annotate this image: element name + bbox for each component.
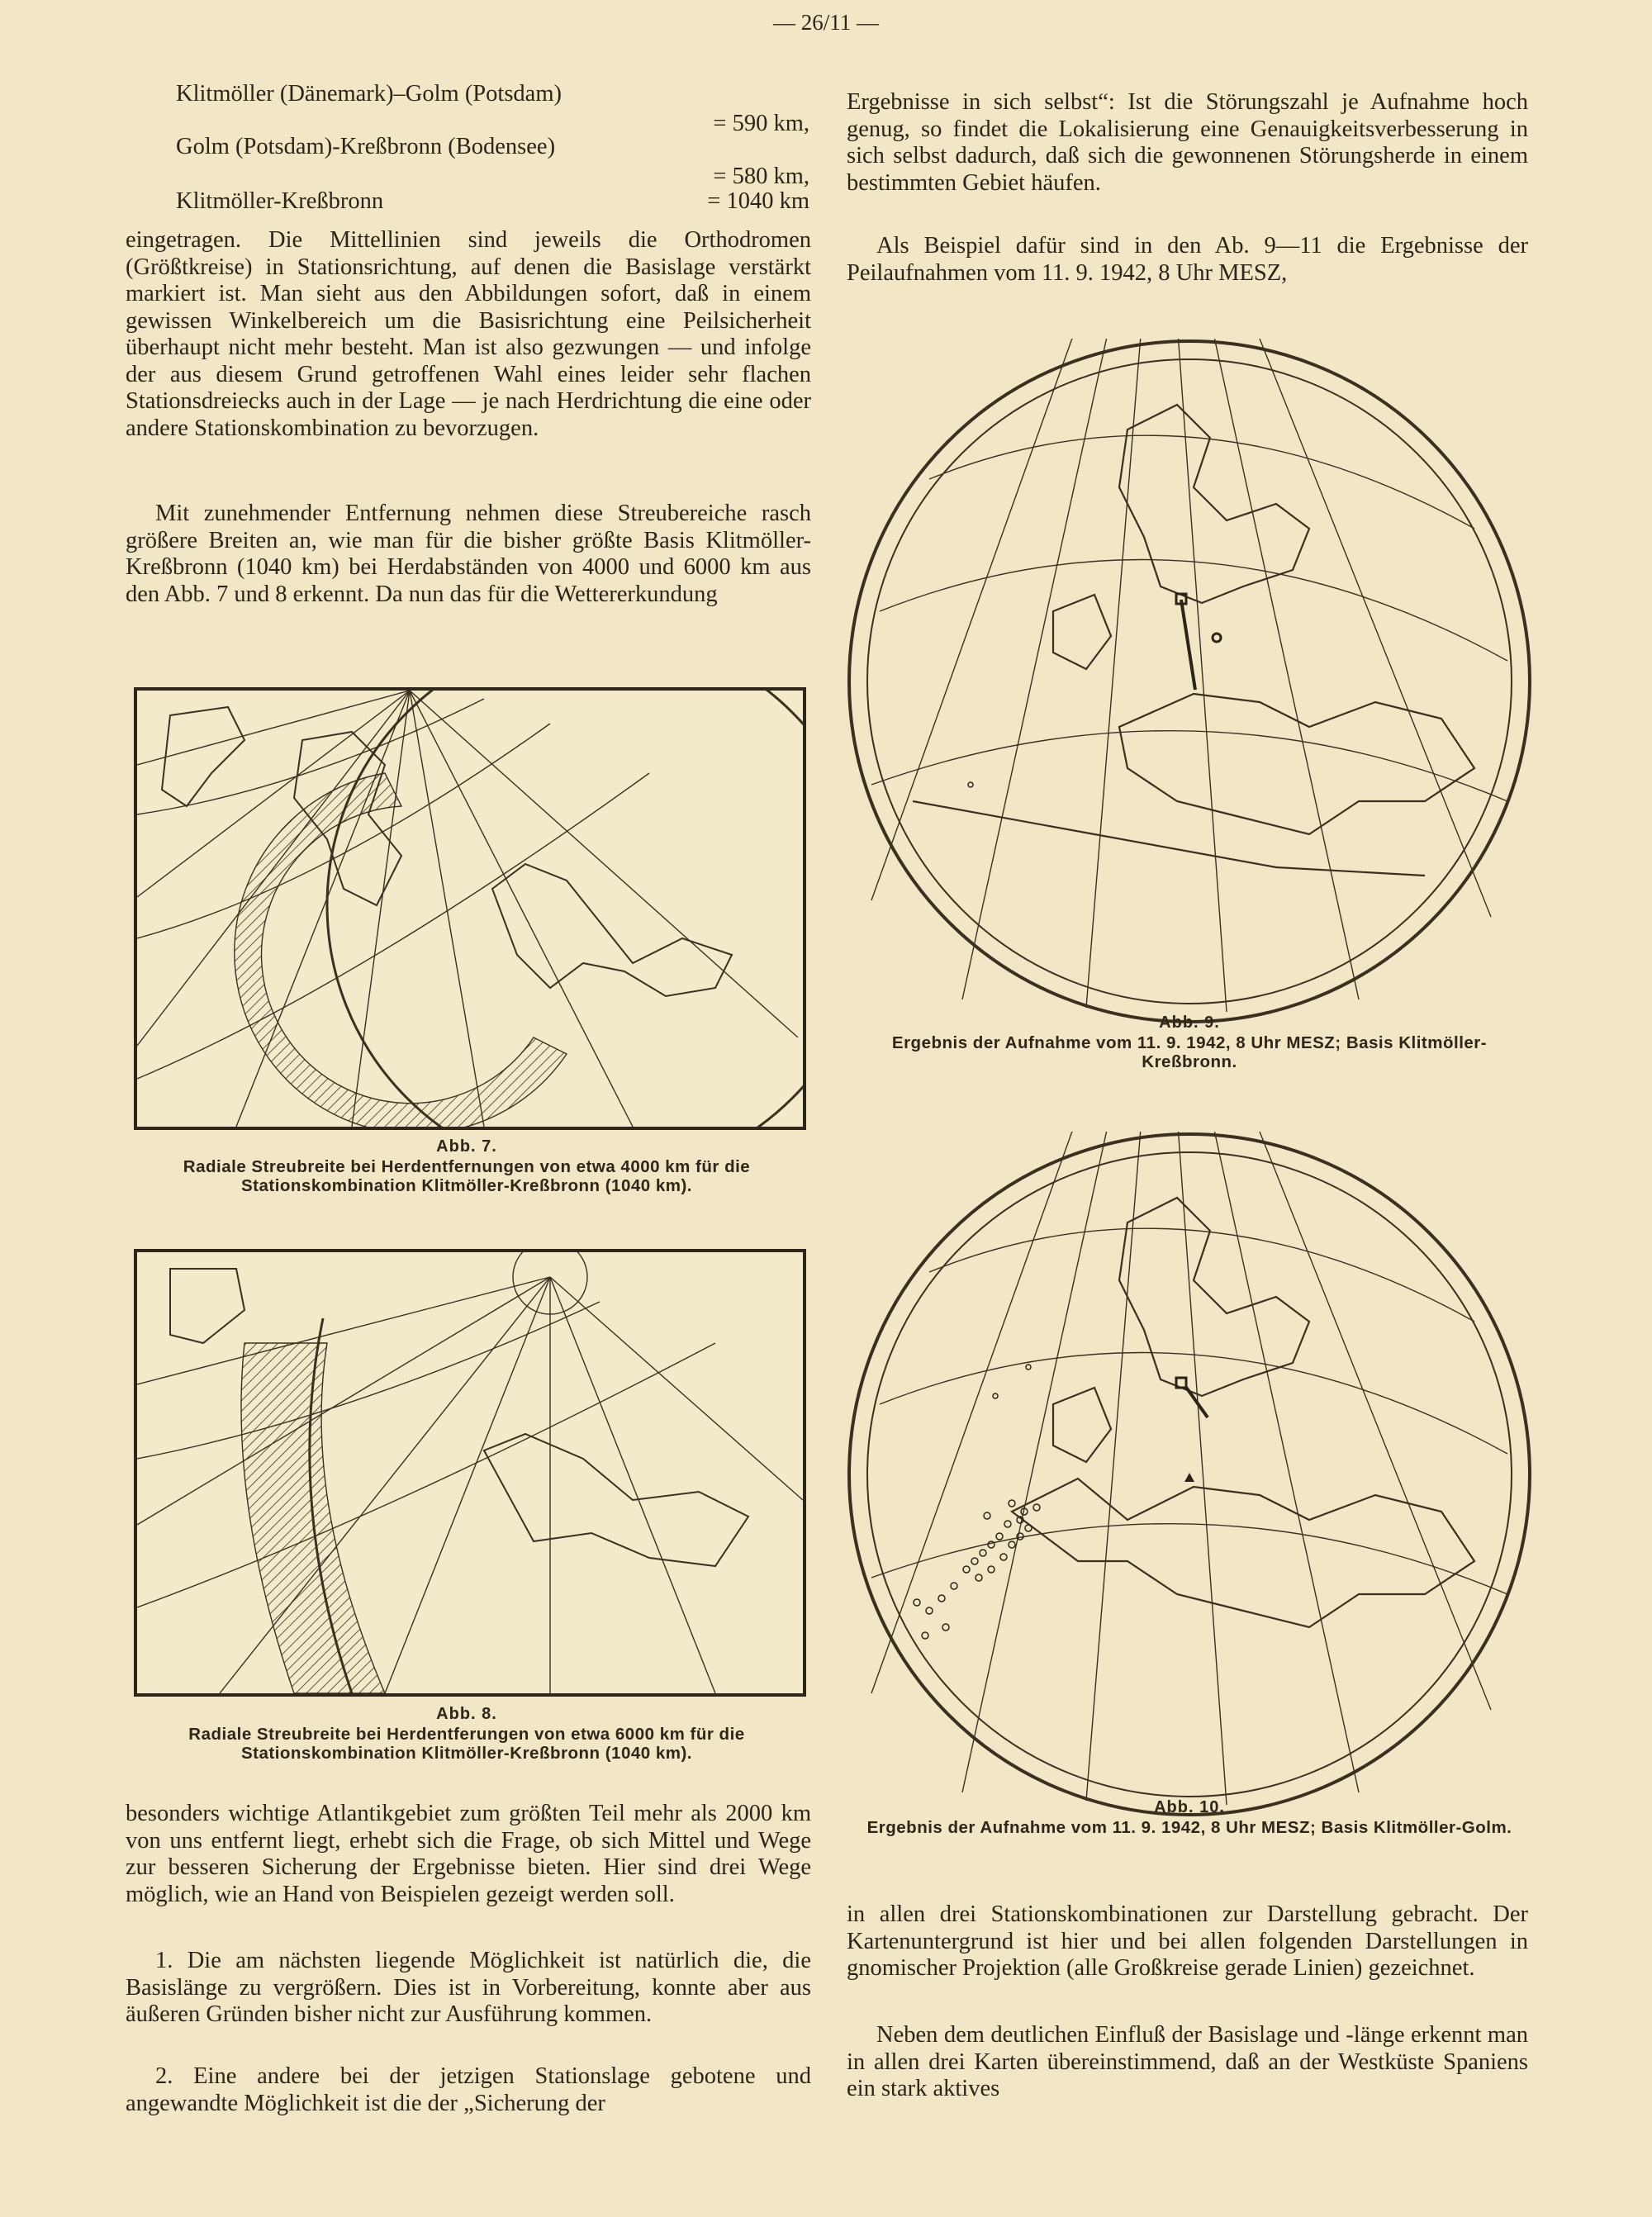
right-paragraph-1: Ergebnisse in sich selbst“: Ist die Störungszahl je Aufnahme hoch genug, so findet die Lokalisierung eine Genauigkeitsverbesserung in sich selbst dadurch, daß sich die gewonnenen Störungsherde in einem bestimmten Gebiet häufen. bbox=[847, 89, 1528, 196]
distance-value-1: = 590 km, bbox=[713, 111, 809, 136]
left-paragraph-5: 2. Eine andere bei der jetzigen Stationslage gebotene und angewandte Möglichkeit ist die der „Sicherung der bbox=[126, 2063, 811, 2116]
figure-7-map-drawing bbox=[137, 691, 803, 1127]
storm-cluster bbox=[914, 1365, 1040, 1639]
right-paragraph-4: Neben dem deutlichen Einfluß der Basislage und -länge erkennt man in allen drei Karten übereinstimmend, daß an der Westküste Spaniens ein stark aktives bbox=[847, 2022, 1528, 2101]
figure-8-description: Radiale Streubreite bei Herdentferungen von etwa 6000 km für die Stationskombination Klitmöller-Kreßbronn (1040 km). bbox=[188, 1725, 745, 1763]
distance-value-3: = 1040 km bbox=[707, 188, 809, 214]
figure-10-title: Abb. 10. bbox=[1154, 1798, 1225, 1816]
figure-8-map-drawing bbox=[137, 1252, 803, 1693]
figure-7-map bbox=[134, 687, 806, 1130]
figure-7-description: Radiale Streubreite bei Herdentfernungen von etwa 4000 km für die Stationskombination Klitmöller-Kreßbronn (1040 km). bbox=[183, 1157, 751, 1195]
figure-9-map-drawing bbox=[847, 339, 1532, 1024]
left-paragraph-2: Mit zunehmender Entfernung nehmen diese Streubereiche rasch größere Breiten an, wie man für die bisher größte Basis Klitmöller-Kreßbronn (1040 km) bei Herdabständen von 4000 und 6000 km aus den Abb. 7 und 8 erkennt. Da nun das für die Wettererkundung bbox=[126, 501, 811, 607]
figure-9-description: Ergebnis der Aufnahme vom 11. 9. 1942, 8 Uhr MESZ; Basis Klitmöller-Kreßbronn. bbox=[891, 1033, 1488, 1071]
figure-10-caption bbox=[847, 1797, 1532, 1837]
figure-9-map bbox=[847, 339, 1532, 1024]
figure-8-title: Abb. 8. bbox=[436, 1705, 497, 1723]
figure-7-title: Abb. 7. bbox=[436, 1137, 497, 1156]
distance-value-2: = 580 km, bbox=[713, 164, 809, 189]
left-paragraph-3: besonders wichtige Atlantikgebiet zum größten Teil mehr als 2000 km von uns entfernt liegt, erhebt sich die Frage, ob sich Mittel und Wege zur besseren Sicherung der Ergebnisse bieten. Hier sind drei Wege möglich, wie an Hand von Beispielen gezeigt werden soll. bbox=[126, 1801, 811, 1907]
figure-10-description: Ergebnis der Aufnahme vom 11. 9. 1942, 8 Uhr MESZ; Basis Klitmöller-Golm. bbox=[866, 1818, 1512, 1837]
figure-9-title: Abb. 9. bbox=[1159, 1014, 1220, 1032]
figure-10-map bbox=[847, 1132, 1532, 1817]
figure-10-map-drawing bbox=[847, 1132, 1532, 1817]
page-number: — 26/11 — bbox=[773, 10, 879, 35]
left-paragraph-4: 1. Die am nächsten liegende Möglichkeit ist natürlich die, die Basislänge zu vergrößern. Dies ist in Vorbereitung, konnte aber aus äußeren Gründen bisher nicht zur Ausführung kommen. bbox=[126, 1948, 811, 2027]
distance-route-1: Klitmöller (Dänemark)–Golm (Potsdam) bbox=[176, 81, 562, 107]
distance-route-2: Golm (Potsdam)-Kreßbronn (Bodensee) bbox=[176, 134, 556, 159]
figure-9-caption bbox=[847, 1012, 1532, 1071]
figure-8-map bbox=[134, 1249, 806, 1697]
left-paragraph-1: eingetragen. Die Mittellinien sind jeweils die Orthodromen (Größtkreise) in Stationsrichtung, auf denen die Basislage verstärkt markiert ist. Man sieht aus den Abbildungen sofort, daß in einem gewissen Winkelbereich um die Basisrichtung eine Peilsicherheit überhaupt nicht mehr besteht. Man ist also gezwungen — und infolge der aus diesem Grund getroffenen Wahl eines leider sehr flachen Stationsdreiecks auch in der Lage — je nach Herdrichtung die eine oder andere Stationskombination zu bevorzugen. bbox=[126, 227, 811, 441]
right-paragraph-2: Als Beispiel dafür sind in den Ab. 9—11 die Ergebnisse der Peilaufnahmen vom 11. 9. 1942, 8 Uhr MESZ, bbox=[847, 233, 1528, 286]
right-paragraph-3: in allen drei Stationskombinationen zur Darstellung gebracht. Der Kartenuntergrund ist hier und bei allen folgenden Darstellungen in gnomischer Projektion (alle Großkreise gerade Linien) gezeichnet. bbox=[847, 1901, 1528, 1981]
figure-8-caption bbox=[124, 1703, 809, 1763]
distance-route-3: Klitmöller-Kreßbronn bbox=[176, 188, 384, 214]
figure-7-caption bbox=[124, 1136, 809, 1195]
